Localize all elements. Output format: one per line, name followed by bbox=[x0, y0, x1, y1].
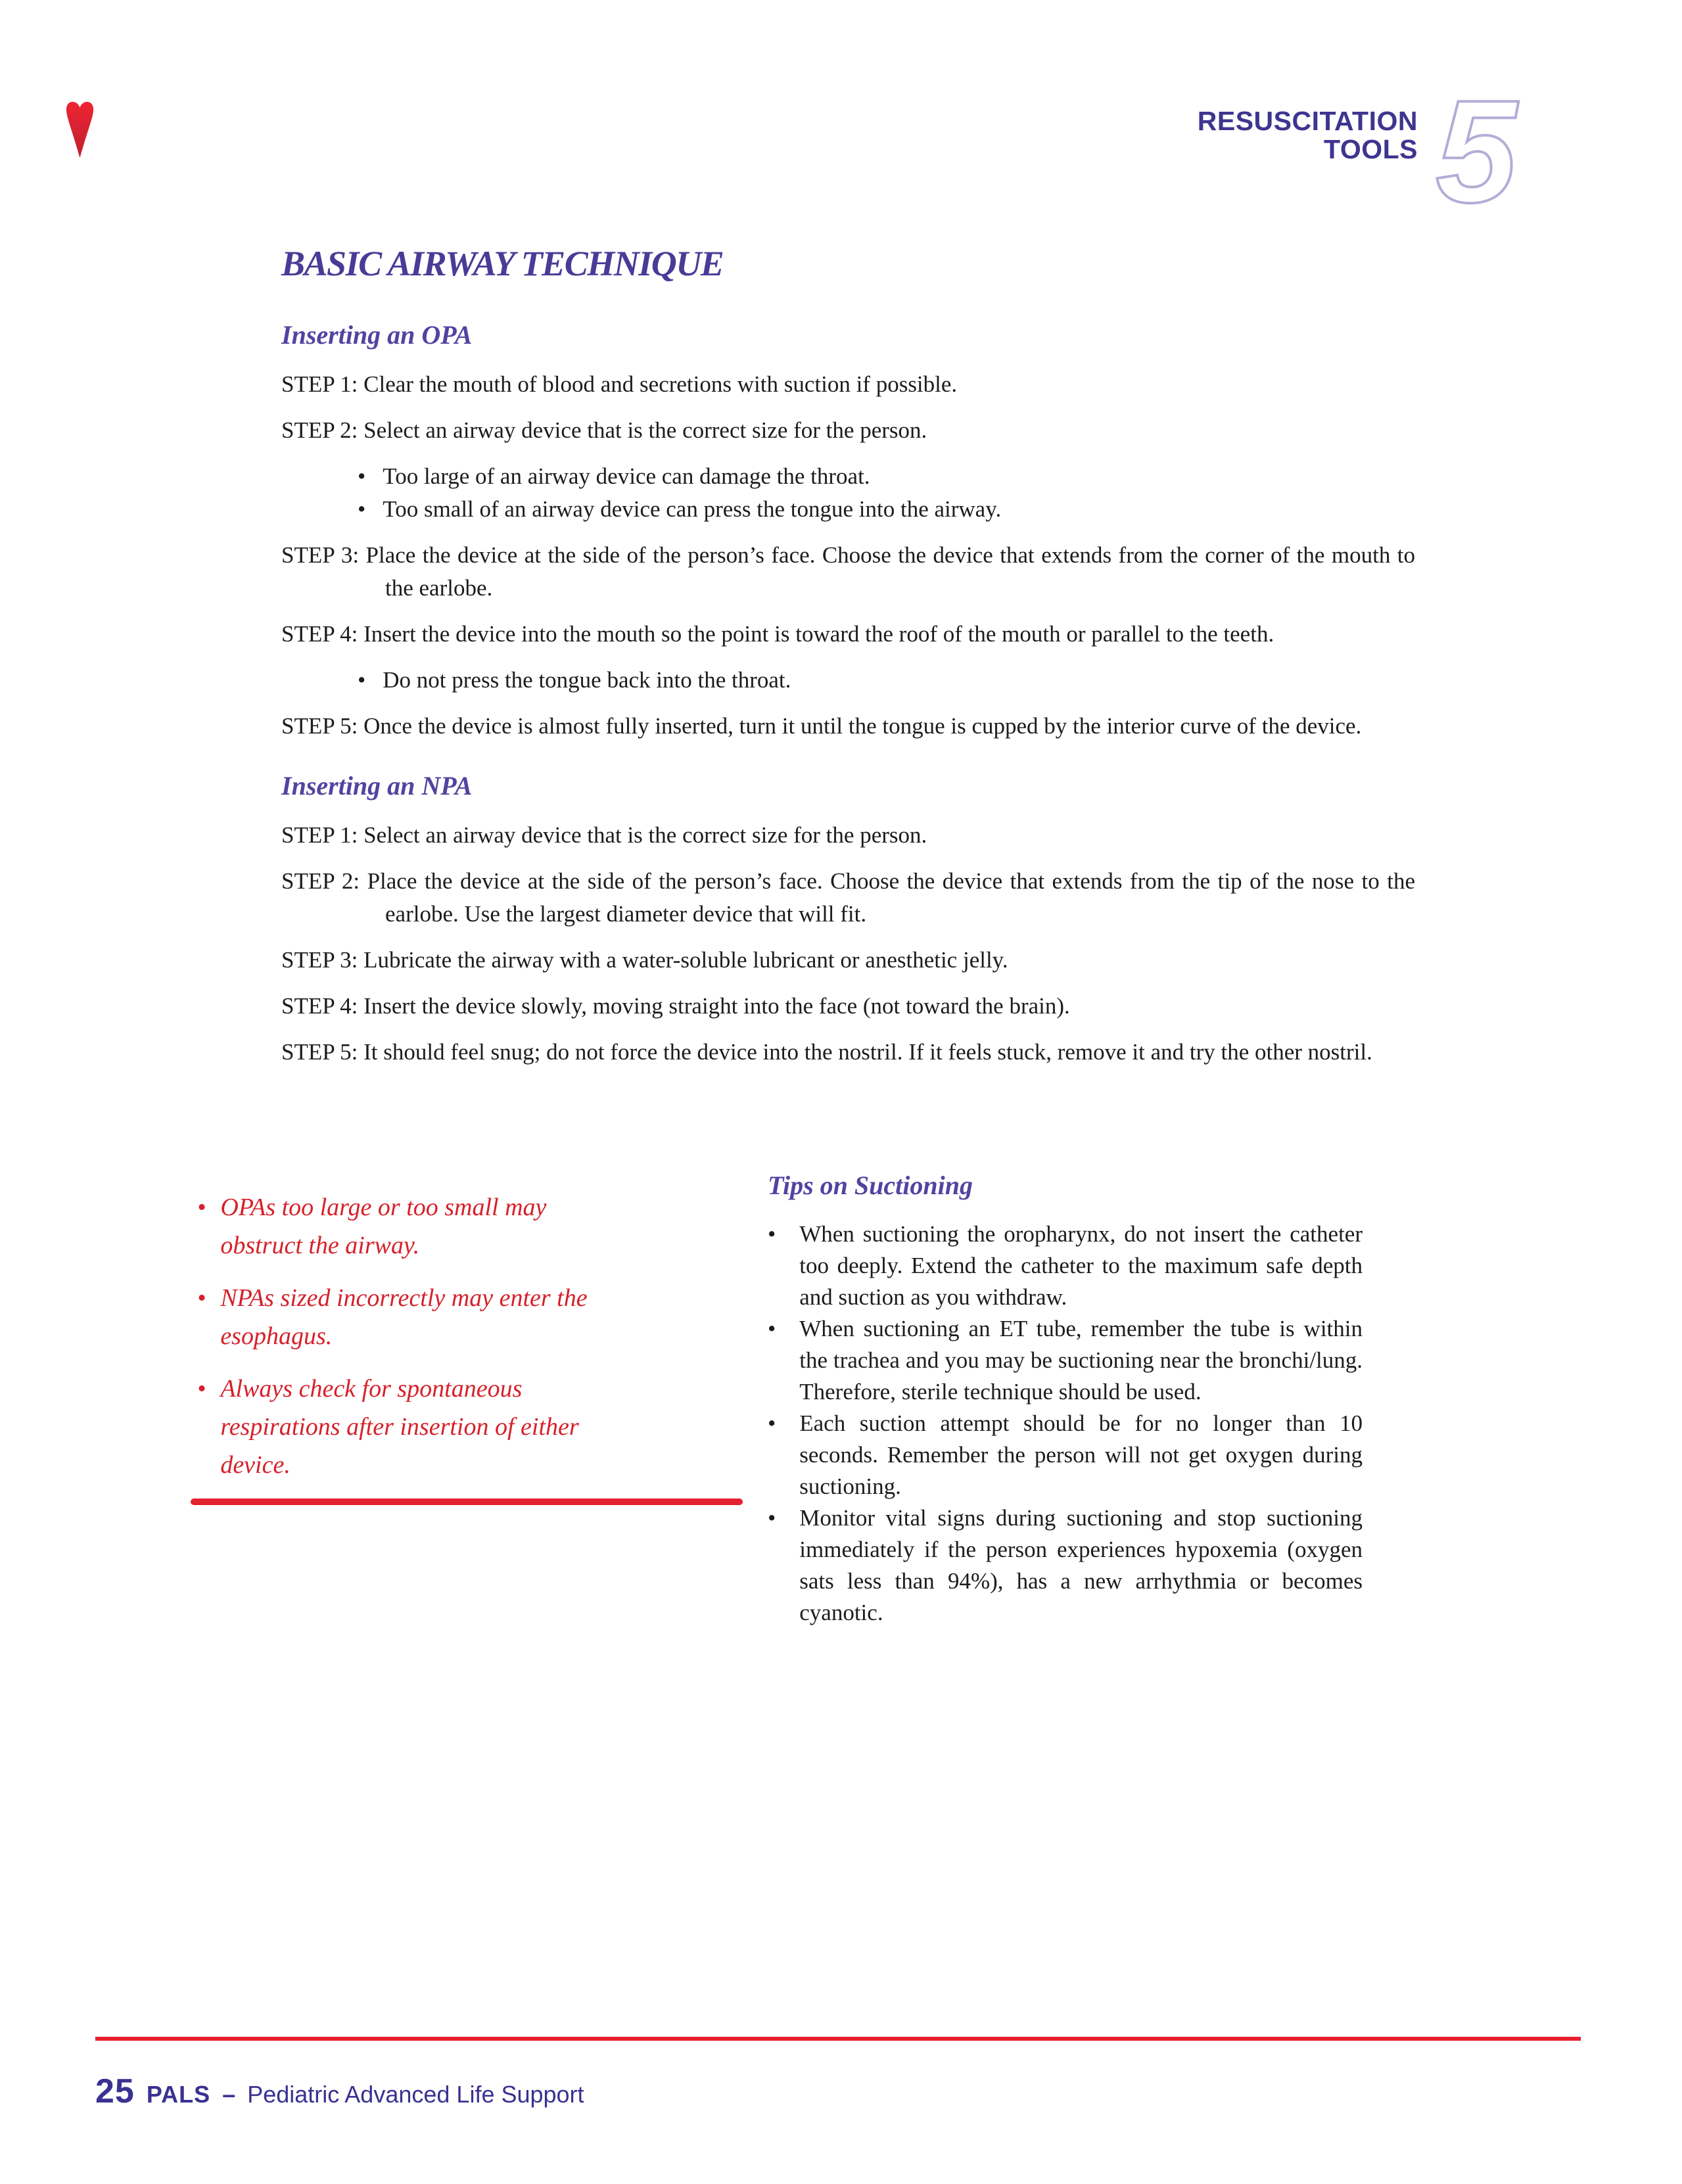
tip-text: Each suction attempt should be for no longer than 10 seconds. Remember the person will not get oxygen during suctioning. bbox=[799, 1410, 1363, 1499]
bullet-dot: • bbox=[197, 1375, 206, 1403]
step-item bbox=[281, 710, 1415, 743]
bullet-dot: • bbox=[768, 1505, 776, 1531]
step-item bbox=[281, 618, 1415, 651]
chapter-title-line1: RESUSCITATION bbox=[1197, 106, 1418, 136]
step-label: STEP 1: bbox=[281, 822, 364, 848]
tip-text: When suctioning the oropharynx, do not insert the catheter too deeply. Extend the catheter to the maximum safe depth and suction as you withdraw. bbox=[799, 1221, 1363, 1310]
warning-text: NPAs sized incorrectly may enter the esophagus. bbox=[220, 1284, 588, 1350]
step-label: STEP 4: bbox=[281, 993, 364, 1019]
step-item bbox=[281, 990, 1415, 1023]
step-label: STEP 1: bbox=[281, 371, 364, 397]
step-text: Select an airway device that is the correct size for the person. bbox=[363, 417, 927, 443]
step-bullet bbox=[358, 460, 1415, 493]
tip-item bbox=[768, 1219, 1363, 1313]
heart-logo bbox=[64, 99, 95, 160]
warning-item bbox=[197, 1188, 631, 1265]
page-footer bbox=[95, 2072, 584, 2111]
footer-divider bbox=[95, 2037, 1581, 2041]
step-item bbox=[281, 1036, 1415, 1069]
step-label: STEP 2: bbox=[281, 417, 364, 443]
bullet-dot: • bbox=[768, 1221, 776, 1247]
main-content bbox=[281, 244, 1415, 1082]
airway-section bbox=[281, 770, 1415, 1069]
step-bullet bbox=[358, 493, 1415, 526]
step-item bbox=[281, 944, 1415, 977]
footer-brand: PALS bbox=[146, 2081, 211, 2108]
step-text: It should feel snug; do not force the device into the nostril. If it feels stuck, remove it and try the other nostril. bbox=[363, 1039, 1372, 1065]
step-item bbox=[281, 539, 1415, 605]
step-label: STEP 5: bbox=[281, 713, 364, 739]
step-item bbox=[281, 368, 1415, 401]
tips-panel bbox=[768, 1170, 1363, 1629]
bullet-dot: • bbox=[358, 667, 366, 693]
chapter-number bbox=[1436, 70, 1517, 233]
warning-item bbox=[197, 1279, 631, 1355]
bullet-text: Too large of an airway device can damage the throat. bbox=[383, 463, 870, 489]
section-heading: Inserting an OPA bbox=[281, 320, 473, 350]
warning-item bbox=[197, 1370, 631, 1484]
footer-title: Pediatric Advanced Life Support bbox=[247, 2081, 584, 2108]
tip-text: Monitor vital signs during suctioning and stop suctioning immediately if the person experiences hypoxemia (oxygen sats less than 94%), has a new arrhythmia or becomes cyanotic. bbox=[799, 1505, 1363, 1625]
warning-callout bbox=[197, 1188, 631, 1505]
bullet-text: Too small of an airway device can press the tongue into the airway. bbox=[383, 496, 1002, 522]
step-text: Insert the device into the mouth so the point is toward the roof of the mouth or parallel to the teeth. bbox=[363, 621, 1274, 647]
warning-text: Always check for spontaneous respirations after insertion of either device. bbox=[220, 1375, 579, 1479]
footer-separator: – bbox=[222, 2081, 236, 2108]
step-label: STEP 5: bbox=[281, 1039, 364, 1065]
step-item bbox=[281, 865, 1415, 931]
step-bullet-group bbox=[281, 664, 1415, 697]
bullet-dot: • bbox=[197, 1284, 206, 1312]
tip-item bbox=[768, 1502, 1363, 1629]
chapter-title bbox=[1198, 107, 1418, 164]
step-text: Once the device is almost fully inserted, turn it until the tongue is cupped by the interior curve of the device. bbox=[363, 713, 1362, 739]
tip-item bbox=[768, 1408, 1363, 1502]
step-bullet-group bbox=[281, 460, 1415, 526]
tips-list bbox=[768, 1219, 1363, 1629]
chapter-number-glyph: 5 bbox=[1436, 70, 1517, 233]
step-item bbox=[281, 414, 1415, 447]
bullet-dot: • bbox=[358, 463, 366, 489]
step-text: Place the device at the side of the person’s face. Choose the device that extends from the corner of the mouth to the earlobe. bbox=[365, 542, 1415, 601]
step-text: Lubricate the airway with a water-soluble lubricant or anesthetic jelly. bbox=[363, 947, 1008, 973]
step-label: STEP 2: bbox=[281, 868, 367, 894]
step-item bbox=[281, 819, 1415, 852]
step-bullet bbox=[358, 664, 1415, 697]
warning-text: OPAs too large or too small may obstruct the airway. bbox=[220, 1194, 547, 1259]
chapter-title-line2: TOOLS bbox=[1324, 134, 1418, 164]
bullet-text: Do not press the tongue back into the throat. bbox=[383, 667, 791, 693]
red-divider bbox=[191, 1499, 743, 1505]
step-label: STEP 3: bbox=[281, 542, 366, 568]
section-heading: Inserting an NPA bbox=[281, 771, 473, 801]
airway-section bbox=[281, 319, 1415, 743]
step-label: STEP 4: bbox=[281, 621, 364, 647]
step-text: Select an airway device that is the correct size for the person. bbox=[363, 822, 927, 848]
step-label: STEP 3: bbox=[281, 947, 364, 973]
tip-item bbox=[768, 1313, 1363, 1408]
bullet-dot: • bbox=[358, 496, 366, 522]
tips-heading: Tips on Suctioning bbox=[768, 1171, 973, 1200]
page-title: BASIC AIRWAY TECHNIQUE bbox=[281, 244, 724, 283]
bullet-dot: • bbox=[768, 1316, 776, 1341]
step-text: Clear the mouth of blood and secretions with suction if possible. bbox=[363, 371, 958, 397]
warning-list bbox=[197, 1188, 631, 1484]
step-text: Place the device at the side of the person’s face. Choose the device that extends from the tip of the nose to the earlobe. Use the largest diameter device that will fit. bbox=[367, 868, 1415, 927]
sections-container bbox=[281, 319, 1415, 1069]
tip-text: When suctioning an ET tube, remember the tube is within the trachea and you may be suctioning near the bronchi/lung. Therefore, sterile technique should be used. bbox=[799, 1316, 1363, 1405]
page-number: 25 bbox=[95, 2072, 135, 2110]
bullet-dot: • bbox=[197, 1194, 206, 1221]
step-text: Insert the device slowly, moving straight into the face (not toward the brain). bbox=[363, 993, 1070, 1019]
bullet-dot: • bbox=[768, 1410, 776, 1436]
